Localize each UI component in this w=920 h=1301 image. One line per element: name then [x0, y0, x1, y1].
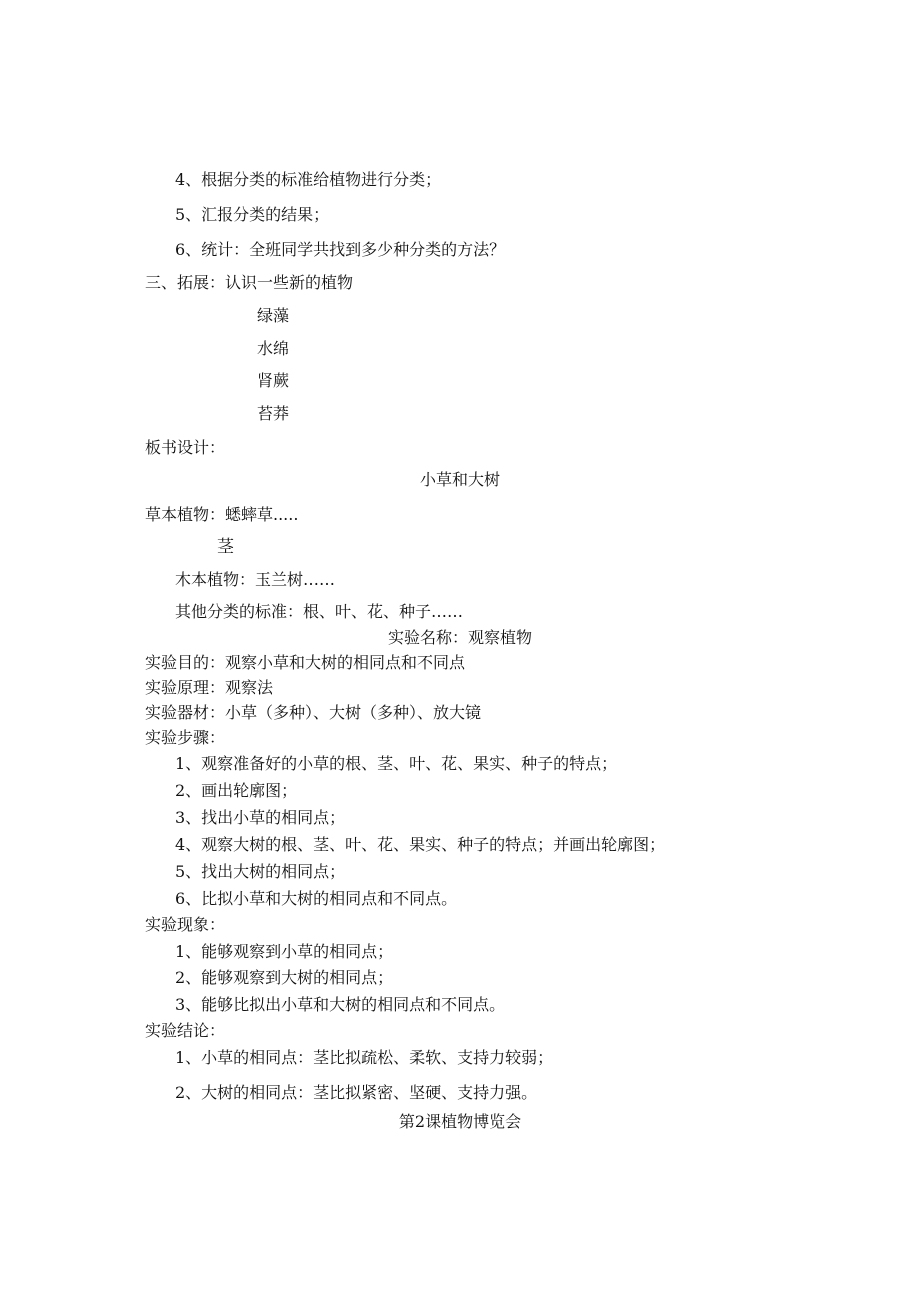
- board-stem-label: 茎: [217, 537, 234, 557]
- experiment-phenomenon-item: 1、能够观察到小草的相同点；: [175, 942, 394, 961]
- experiment-step-item: 5、找出大树的相同点；: [175, 862, 346, 881]
- extension-plant-item: 绿藻: [257, 306, 290, 325]
- board-other-standards: 其他分类的标准：根、叶、花、种子……: [175, 602, 464, 621]
- board-design-heading: 板书设计：: [145, 438, 226, 457]
- experiment-steps-heading: 实验步骤：: [145, 728, 226, 747]
- procedure-step-6: 6、统计：全班同学共找到多少种分类的方法？: [175, 240, 506, 259]
- board-woody-line: 木本植物：玉兰树……: [175, 570, 336, 589]
- experiment-step-item: 4、观察大树的根、茎、叶、花、果实、种子的特点；并画出轮廓图；: [175, 835, 666, 854]
- experiment-phenomena-heading: 实验现象：: [145, 915, 226, 934]
- experiment-name: 实验名称：观察植物: [387, 628, 532, 647]
- experiment-conclusion-heading: 实验结论：: [145, 1021, 226, 1040]
- board-herbaceous-line: 草本植物：蟋蟀草.....: [145, 505, 299, 524]
- experiment-conclusion-item: 1、小草的相同点：茎比拟疏松、柔软、支持力较弱；: [175, 1048, 554, 1067]
- experiment-phenomenon-item: 2、能够观察到大树的相同点；: [175, 968, 394, 987]
- experiment-step-item: 1、观察准备好的小草的根、茎、叶、花、果实、种子的特点；: [175, 754, 618, 773]
- experiment-step-item: 3、找出小草的相同点；: [175, 808, 346, 827]
- extension-plant-item: 水绵: [257, 339, 290, 358]
- experiment-purpose: 实验目的：观察小草和大树的相同点和不同点: [145, 653, 466, 672]
- extension-plant-item: 肾蕨: [257, 371, 290, 390]
- experiment-step-item: 2、画出轮廓图；: [175, 781, 298, 800]
- experiment-phenomenon-item: 3、能够比拟出小草和大树的相同点和不同点。: [175, 995, 506, 1014]
- next-lesson-title: 第2课植物博览会: [398, 1112, 522, 1131]
- experiment-step-item: 6、比拟小草和大树的相同点和不同点。: [175, 889, 458, 908]
- procedure-step-4: 4、根据分类的标准给植物进行分类；: [175, 170, 442, 189]
- board-design-title: 小草和大树: [419, 470, 500, 489]
- experiment-principle: 实验原理：观察法: [145, 678, 274, 697]
- experiment-equipment: 实验器材：小草（多种）、大树（多种）、放大镜: [145, 703, 482, 722]
- experiment-conclusion-item: 2、大树的相同点：茎比拟紧密、坚硬、支持力强。: [175, 1083, 538, 1102]
- procedure-step-5: 5、汇报分类的结果；: [175, 205, 330, 224]
- extension-heading: 三、拓展：认识一些新的植物: [145, 273, 354, 292]
- extension-plant-item: 苔莽: [257, 404, 290, 423]
